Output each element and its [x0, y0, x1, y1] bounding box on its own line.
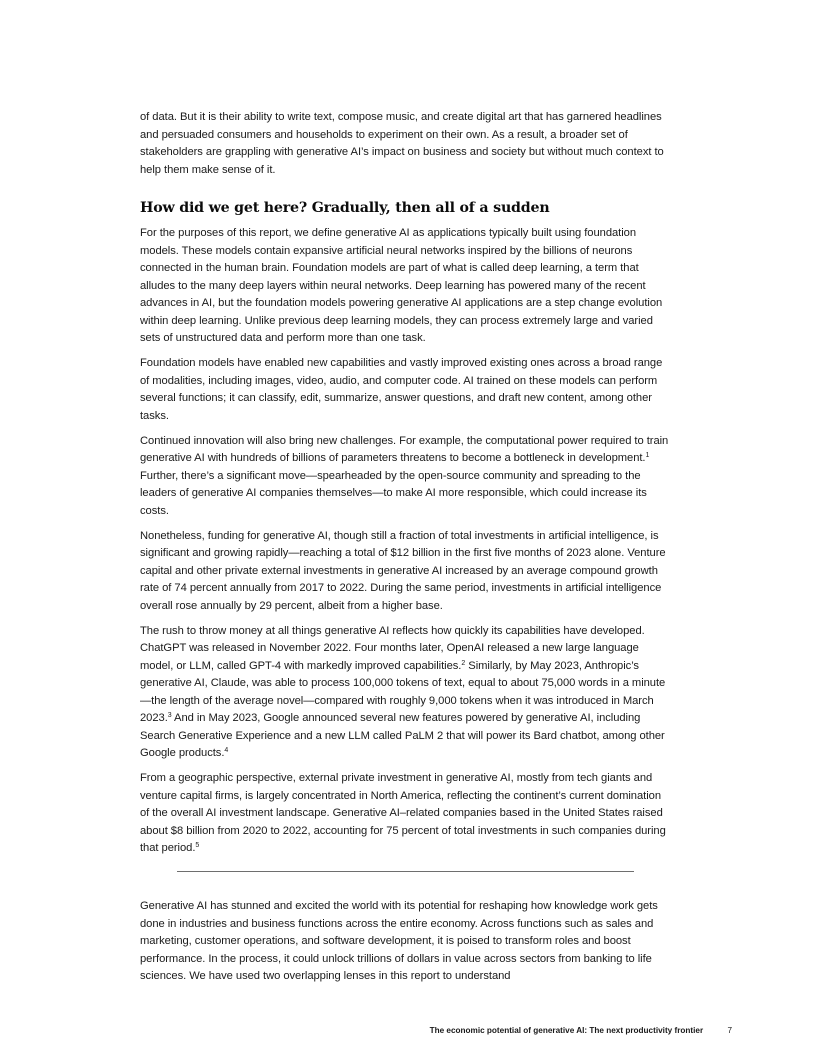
page-number: 7 [727, 1026, 732, 1035]
footnote-ref[interactable]: 3 [167, 712, 172, 719]
paragraph-text: And in May 2023, Google announced several new features powered by generative AI, including Search Generative Experience and a new LLM called PaLM 2 that will power its Bard chatbot, among other Google products. [140, 712, 665, 759]
paragraph-text: From a geographic perspective, external private investment in generative AI, mostly from tech giants and venture capital firms, is largely concentrated in North America, reflecting the continent’s current domination of the overall AI investment landscape. Generative AI–related companies based in the United States raised about $8 billion from 2020 to 2022, accounting for 75 percent of total investments in such companies during that period. [140, 772, 666, 854]
paragraph-text: Further, there’s a significant move—spearheaded by the open-source community and spreading to the leaders of generative AI companies themselves—to make AI more responsible, which could increase its costs. [140, 469, 647, 517]
intro-paragraph: of data. But it is their ability to write text, compose music, and create digital art that has garnered headlines and persuaded consumers and households to experiment on their own. As a result, a broader set of stakeholders are grappling with generative AI’s impact on business and society but without much context to help them make sense of it. [140, 111, 664, 176]
paragraph-text: The rush to throw money at all things generative AI reflects how quickly its capabilities have developed. ChatGPT was released in November 2022. Four months later, OpenAI released a new large language model, or LLM, called GPT-4 with markedly improved capabilities. [140, 624, 645, 672]
paragraph-funding: Nonetheless, funding for generative AI, though still a fraction of total investments in artificial intelligence, is significant and growing rapidly—reaching a total of $12 billion in the first five months of 2023 alone. Venture capital and other private external investments in generative AI increased by an average compound growth rate of 74 percent annually from 2017 to 2022. During the same period, investments in artificial intelligence overall rose annually by 29 percent, albeit from a higher base. [140, 529, 666, 612]
footnote-ref[interactable]: 4 [224, 747, 229, 754]
main-content [140, 109, 672, 865]
paragraph-challenges [140, 433, 672, 521]
section-heading: How did we get here? Gradually, then all of a sudden [140, 200, 550, 216]
footnote-ref[interactable]: 2 [461, 659, 466, 667]
footnote-ref[interactable]: 1 [645, 452, 650, 459]
page-footer [430, 1026, 732, 1035]
paragraph-capabilities-timeline [140, 623, 672, 763]
continuation-content [140, 898, 672, 993]
paragraph-foundation-models-definition: For the purposes of this report, we define generative AI as applications typically built using foundation models. These models contain expansive artificial neural networks inspired by the billions of neurons connected in the human brain. Foundation models are part of what is called deep learning, a term that alludes to the many deep layers within neural networks. Deep learning has powered many of the recent advances in AI, but the foundation models powering generative AI applications are a step change evolution within deep learning. Unlike previous deep learning models, they can process extremely large and varied sets of unstructured data and perform more than one task. [140, 227, 663, 344]
paragraph-geography [140, 770, 672, 858]
paragraph-modalities: Foundation models have enabled new capabilities and vastly improved existing ones across a broad range of modalities, including images, video, audio, and computer code. AI trained on these models can perform several functions; it can classify, edit, summarize, answer questions, and draft new content, among other tasks. [140, 357, 663, 422]
paragraph-text: Continued innovation will also bring new challenges. For example, the computational power required to train generative AI with hundreds of billions of parameters threatens to become a bottleneck in development. [140, 434, 669, 464]
paragraph-generative-ai-impact: Generative AI has stunned and excited the world with its potential for reshaping how knowledge work gets done in industries and business functions across the entire economy. Across functions such as sales and marketing, customer operations, and software development, it is poised to transform roles and boost performance. In the process, it could unlock trillions of dollars in value across sectors from banking to life sciences. We have used two overlapping lenses in this report to understand [140, 900, 658, 982]
section-divider [177, 871, 634, 872]
paragraph-text: Similarly, by May 2023, Anthropic’s generative AI, Claude, was able to process 100,000 tokens of text, equal to about 75,000 words in a minute—the length of the average novel—compared with roughly 9,000 tokens when it was introduced in March 2023. [140, 659, 666, 724]
footnote-ref[interactable]: 5 [195, 842, 200, 849]
footer-title: The economic potential of generative AI: The next productivity frontier [429, 1026, 704, 1035]
